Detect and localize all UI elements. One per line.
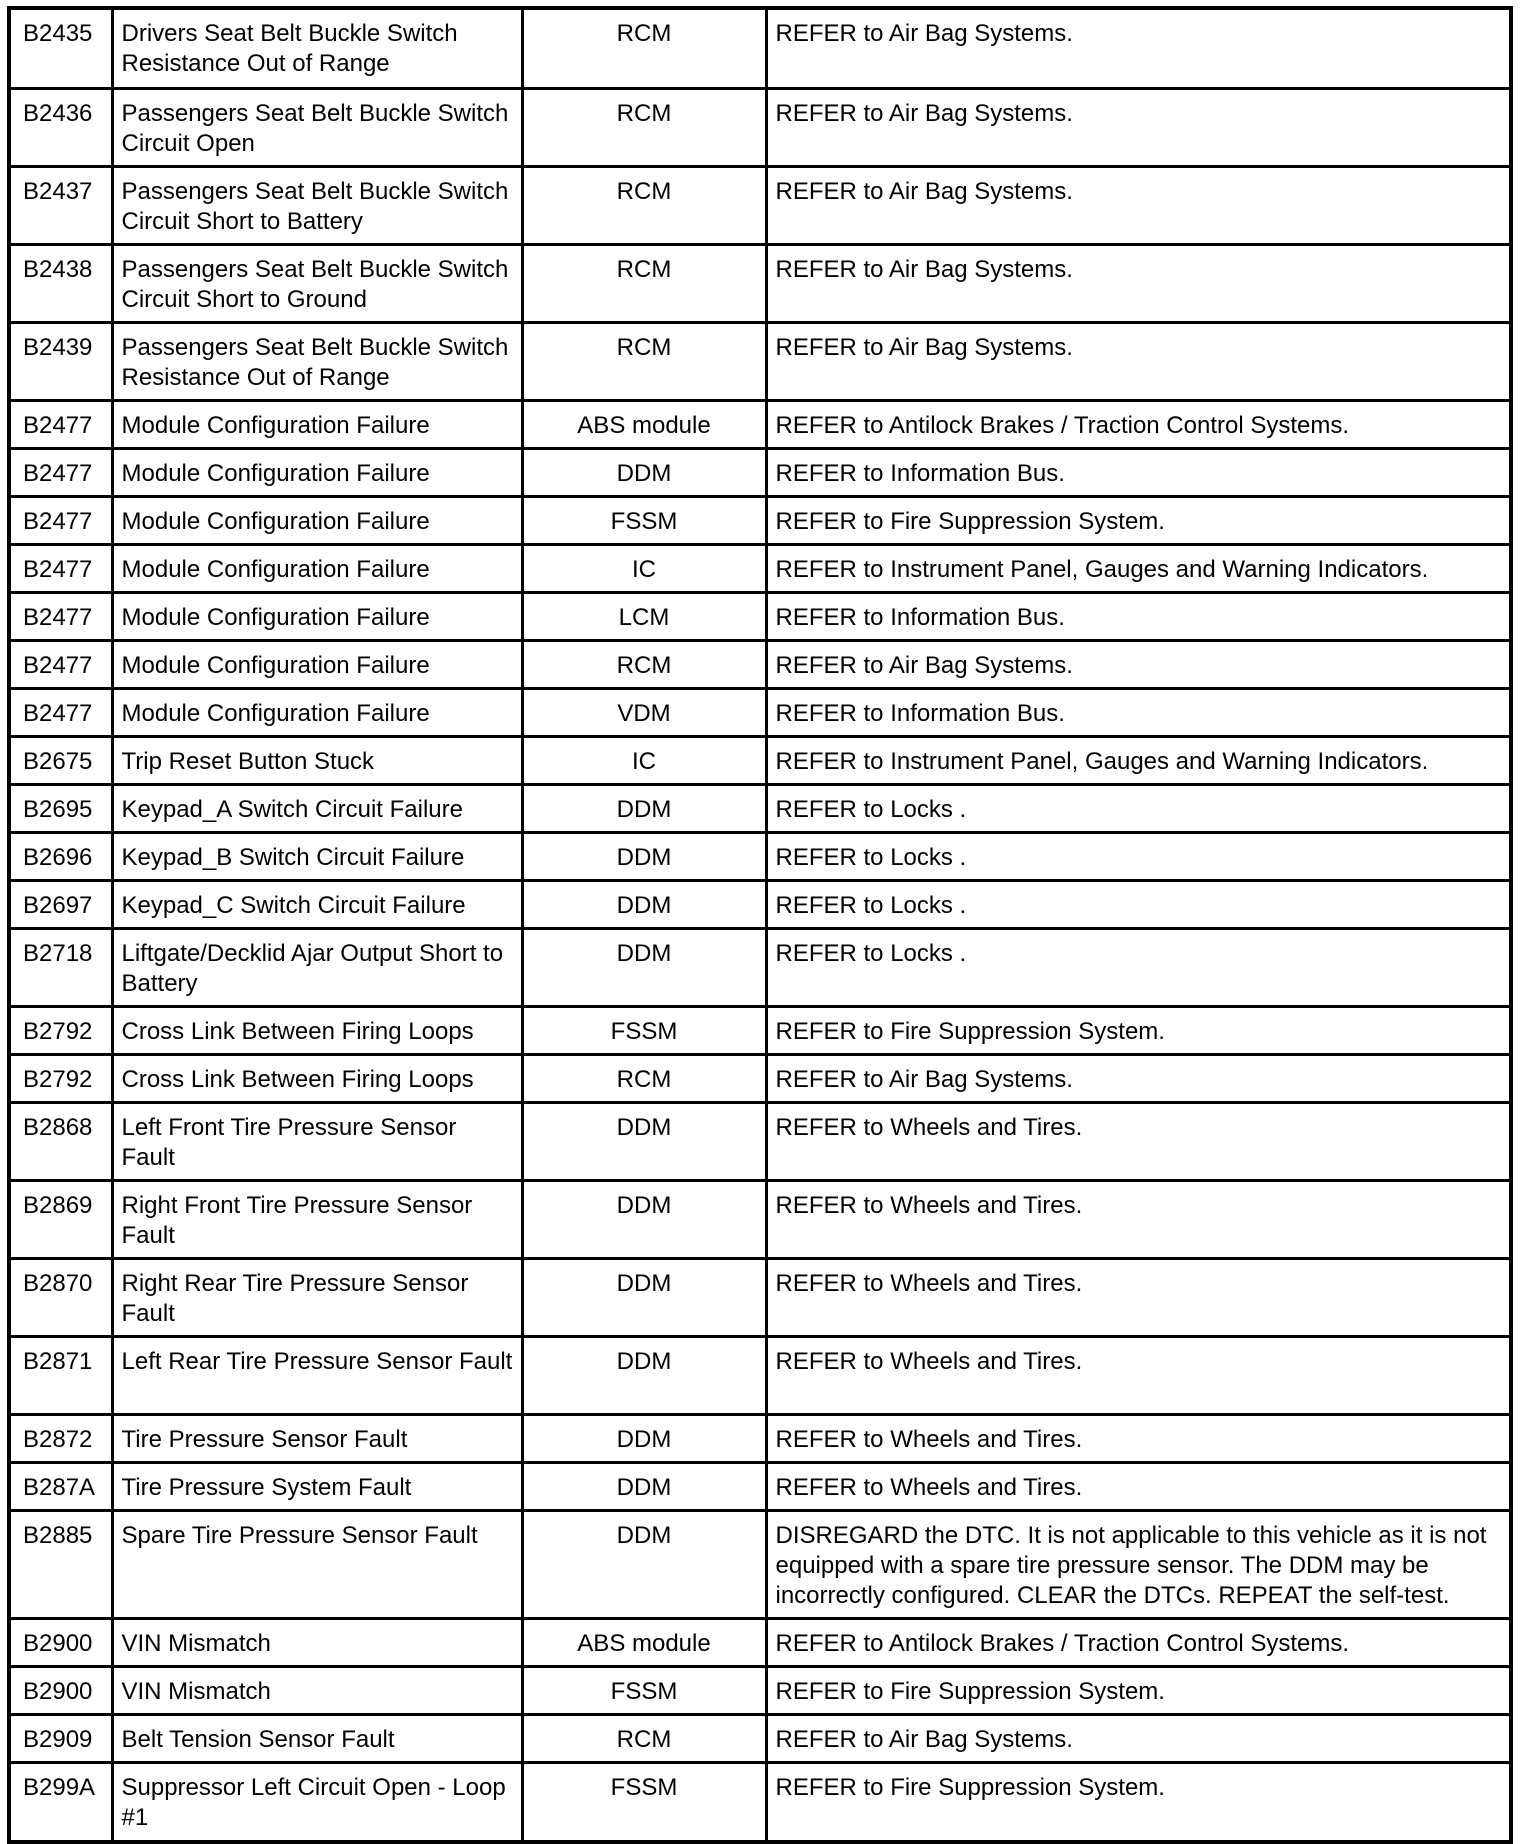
- description-cell: Keypad_A Switch Circuit Failure: [112, 784, 522, 832]
- description-cell: Module Configuration Failure: [112, 640, 522, 688]
- action-cell: REFER to Instrument Panel, Gauges and Warning Indicators.: [766, 736, 1509, 784]
- source-module-cell: ABS module: [522, 1618, 766, 1666]
- table-row: [11, 1714, 1509, 1762]
- action-cell: REFER to Locks .: [766, 880, 1509, 928]
- description-cell: Belt Tension Sensor Fault: [112, 1714, 522, 1762]
- dtc-code-cell: B299A: [11, 1762, 112, 1840]
- dtc-code-cell: B2477: [11, 400, 112, 448]
- dtc-code-cell: B2436: [11, 88, 112, 166]
- source-module-cell: DDM: [522, 1180, 766, 1258]
- dtc-code-cell: B2871: [11, 1336, 112, 1414]
- description-cell: Liftgate/Decklid Ajar Output Short to Battery: [112, 928, 522, 1006]
- description-cell: Module Configuration Failure: [112, 448, 522, 496]
- description-cell: Module Configuration Failure: [112, 592, 522, 640]
- source-module-cell: DDM: [522, 928, 766, 1006]
- dtc-code-cell: B2870: [11, 1258, 112, 1336]
- table-row: [11, 1462, 1509, 1510]
- description-cell: Left Rear Tire Pressure Sensor Fault: [112, 1336, 522, 1414]
- source-module-cell: RCM: [522, 166, 766, 244]
- source-module-cell: DDM: [522, 880, 766, 928]
- dtc-code-cell: B2697: [11, 880, 112, 928]
- description-cell: Passengers Seat Belt Buckle Switch Circuit Short to Ground: [112, 244, 522, 322]
- table-row: [11, 1258, 1509, 1336]
- dtc-code-cell: B2792: [11, 1054, 112, 1102]
- description-cell: Left Front Tire Pressure Sensor Fault: [112, 1102, 522, 1180]
- dtc-code-cell: B287A: [11, 1462, 112, 1510]
- table-row: [11, 322, 1509, 400]
- dtc-code-cell: B2439: [11, 322, 112, 400]
- action-cell: REFER to Information Bus.: [766, 448, 1509, 496]
- table-row: [11, 1414, 1509, 1462]
- table-row: [11, 688, 1509, 736]
- action-cell: REFER to Wheels and Tires.: [766, 1414, 1509, 1462]
- dtc-code-cell: B2718: [11, 928, 112, 1006]
- action-cell: REFER to Air Bag Systems.: [766, 1054, 1509, 1102]
- dtc-code-cell: B2675: [11, 736, 112, 784]
- dtc-code-cell: B2477: [11, 592, 112, 640]
- action-cell: REFER to Wheels and Tires.: [766, 1258, 1509, 1336]
- action-cell: REFER to Air Bag Systems.: [766, 88, 1509, 166]
- source-module-cell: RCM: [522, 1054, 766, 1102]
- action-cell: DISREGARD the DTC. It is not applicable to this vehicle as it is not equipped with a spare tire pressure sensor. The DDM may be incorrectly configured. CLEAR the DTCs. REPEAT the self-test.: [766, 1510, 1509, 1618]
- dtc-code-cell: B2696: [11, 832, 112, 880]
- source-module-cell: IC: [522, 736, 766, 784]
- dtc-code-cell: B2872: [11, 1414, 112, 1462]
- action-cell: REFER to Instrument Panel, Gauges and Warning Indicators.: [766, 544, 1509, 592]
- description-cell: Keypad_C Switch Circuit Failure: [112, 880, 522, 928]
- description-cell: VIN Mismatch: [112, 1666, 522, 1714]
- action-cell: REFER to Locks .: [766, 784, 1509, 832]
- dtc-code-cell: B2477: [11, 448, 112, 496]
- action-cell: REFER to Air Bag Systems.: [766, 244, 1509, 322]
- dtc-code-cell: B2435: [11, 10, 112, 88]
- dtc-code-cell: B2695: [11, 784, 112, 832]
- table-row: [11, 496, 1509, 544]
- action-cell: REFER to Information Bus.: [766, 592, 1509, 640]
- dtc-code-cell: B2900: [11, 1666, 112, 1714]
- dtc-code-cell: B2868: [11, 1102, 112, 1180]
- description-cell: Keypad_B Switch Circuit Failure: [112, 832, 522, 880]
- description-cell: Suppressor Left Circuit Open - Loop #1: [112, 1762, 522, 1840]
- description-cell: Passengers Seat Belt Buckle Switch Resistance Out of Range: [112, 322, 522, 400]
- source-module-cell: RCM: [522, 640, 766, 688]
- source-module-cell: RCM: [522, 1714, 766, 1762]
- dtc-table: [11, 10, 1509, 1840]
- dtc-code-cell: B2437: [11, 166, 112, 244]
- dtc-code-cell: B2477: [11, 544, 112, 592]
- description-cell: Right Front Tire Pressure Sensor Fault: [112, 1180, 522, 1258]
- source-module-cell: FSSM: [522, 1006, 766, 1054]
- dtc-code-cell: B2477: [11, 640, 112, 688]
- table-row: [11, 784, 1509, 832]
- action-cell: REFER to Fire Suppression System.: [766, 496, 1509, 544]
- dtc-code-cell: B2885: [11, 1510, 112, 1618]
- table-row: [11, 166, 1509, 244]
- source-module-cell: DDM: [522, 784, 766, 832]
- table-row: [11, 400, 1509, 448]
- action-cell: REFER to Wheels and Tires.: [766, 1336, 1509, 1414]
- table-row: [11, 1762, 1509, 1840]
- table-row: [11, 640, 1509, 688]
- source-module-cell: FSSM: [522, 496, 766, 544]
- table-row: [11, 832, 1509, 880]
- table-row: [11, 592, 1509, 640]
- action-cell: REFER to Air Bag Systems.: [766, 1714, 1509, 1762]
- table-row: [11, 244, 1509, 322]
- action-cell: REFER to Air Bag Systems.: [766, 166, 1509, 244]
- source-module-cell: LCM: [522, 592, 766, 640]
- description-cell: Right Rear Tire Pressure Sensor Fault: [112, 1258, 522, 1336]
- description-cell: Cross Link Between Firing Loops: [112, 1006, 522, 1054]
- description-cell: Module Configuration Failure: [112, 400, 522, 448]
- table-row: [11, 448, 1509, 496]
- source-module-cell: FSSM: [522, 1666, 766, 1714]
- source-module-cell: DDM: [522, 1102, 766, 1180]
- action-cell: REFER to Wheels and Tires.: [766, 1102, 1509, 1180]
- description-cell: Spare Tire Pressure Sensor Fault: [112, 1510, 522, 1618]
- action-cell: REFER to Air Bag Systems.: [766, 640, 1509, 688]
- description-cell: VIN Mismatch: [112, 1618, 522, 1666]
- source-module-cell: DDM: [522, 448, 766, 496]
- source-module-cell: IC: [522, 544, 766, 592]
- action-cell: REFER to Fire Suppression System.: [766, 1666, 1509, 1714]
- dtc-code-cell: B2869: [11, 1180, 112, 1258]
- source-module-cell: VDM: [522, 688, 766, 736]
- description-cell: Tire Pressure System Fault: [112, 1462, 522, 1510]
- dtc-code-cell: B2477: [11, 496, 112, 544]
- action-cell: REFER to Air Bag Systems.: [766, 10, 1509, 88]
- action-cell: REFER to Fire Suppression System.: [766, 1762, 1509, 1840]
- dtc-code-cell: B2477: [11, 688, 112, 736]
- table-row: [11, 544, 1509, 592]
- action-cell: REFER to Wheels and Tires.: [766, 1462, 1509, 1510]
- action-cell: REFER to Locks .: [766, 832, 1509, 880]
- dtc-table-container: [7, 6, 1513, 1844]
- table-row: [11, 880, 1509, 928]
- table-row: [11, 1102, 1509, 1180]
- description-cell: Module Configuration Failure: [112, 496, 522, 544]
- description-cell: Tire Pressure Sensor Fault: [112, 1414, 522, 1462]
- table-row: [11, 1618, 1509, 1666]
- source-module-cell: DDM: [522, 1462, 766, 1510]
- description-cell: Module Configuration Failure: [112, 544, 522, 592]
- source-module-cell: FSSM: [522, 1762, 766, 1840]
- table-row: [11, 1510, 1509, 1618]
- table-row: [11, 88, 1509, 166]
- action-cell: REFER to Wheels and Tires.: [766, 1180, 1509, 1258]
- description-cell: Passengers Seat Belt Buckle Switch Circuit Open: [112, 88, 522, 166]
- source-module-cell: RCM: [522, 10, 766, 88]
- source-module-cell: RCM: [522, 322, 766, 400]
- source-module-cell: DDM: [522, 1414, 766, 1462]
- action-cell: REFER to Air Bag Systems.: [766, 322, 1509, 400]
- description-cell: Passengers Seat Belt Buckle Switch Circuit Short to Battery: [112, 166, 522, 244]
- action-cell: REFER to Antilock Brakes / Traction Control Systems.: [766, 400, 1509, 448]
- action-cell: REFER to Locks .: [766, 928, 1509, 1006]
- action-cell: REFER to Antilock Brakes / Traction Control Systems.: [766, 1618, 1509, 1666]
- source-module-cell: ABS module: [522, 400, 766, 448]
- source-module-cell: DDM: [522, 1258, 766, 1336]
- table-row: [11, 1666, 1509, 1714]
- dtc-table-body: [11, 10, 1509, 1840]
- table-row: [11, 1006, 1509, 1054]
- table-row: [11, 1336, 1509, 1414]
- source-module-cell: DDM: [522, 1510, 766, 1618]
- table-row: [11, 736, 1509, 784]
- dtc-code-cell: B2792: [11, 1006, 112, 1054]
- description-cell: Drivers Seat Belt Buckle Switch Resistance Out of Range: [112, 10, 522, 88]
- source-module-cell: DDM: [522, 832, 766, 880]
- dtc-code-cell: B2909: [11, 1714, 112, 1762]
- description-cell: Module Configuration Failure: [112, 688, 522, 736]
- source-module-cell: DDM: [522, 1336, 766, 1414]
- description-cell: Trip Reset Button Stuck: [112, 736, 522, 784]
- table-row: [11, 1054, 1509, 1102]
- description-cell: Cross Link Between Firing Loops: [112, 1054, 522, 1102]
- action-cell: REFER to Fire Suppression System.: [766, 1006, 1509, 1054]
- source-module-cell: RCM: [522, 88, 766, 166]
- table-row: [11, 1180, 1509, 1258]
- table-row: [11, 928, 1509, 1006]
- dtc-code-cell: B2438: [11, 244, 112, 322]
- action-cell: REFER to Information Bus.: [766, 688, 1509, 736]
- table-row: [11, 10, 1509, 88]
- source-module-cell: RCM: [522, 244, 766, 322]
- dtc-code-cell: B2900: [11, 1618, 112, 1666]
